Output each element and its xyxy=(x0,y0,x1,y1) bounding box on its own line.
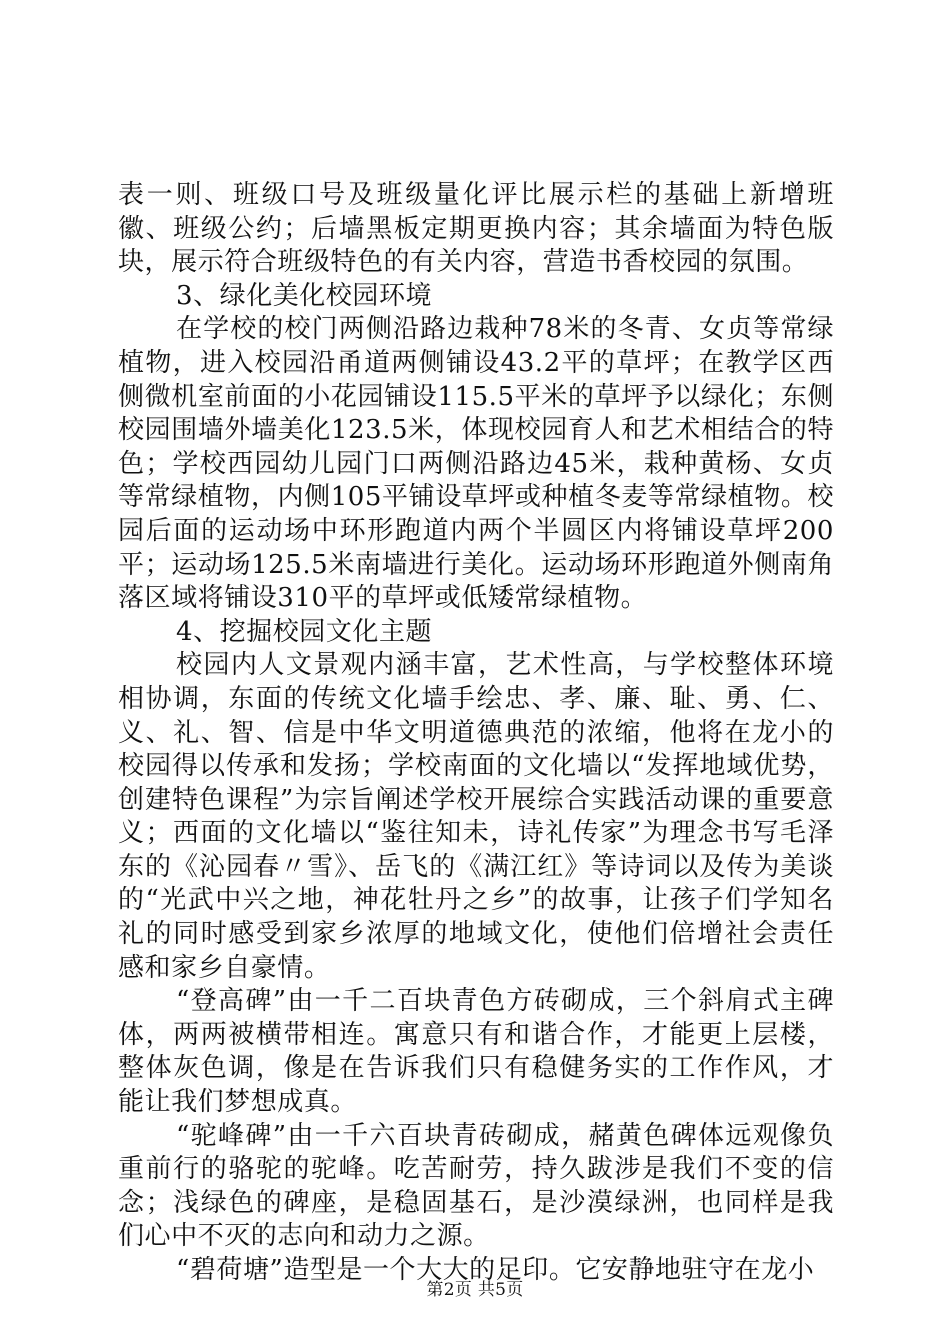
section-heading-greening: 3、绿化美化校园环境 xyxy=(176,280,433,311)
paragraph-tuofeng-monument: “驼峰碑”由一千六百块青砖砌成，赭黄色碑体远观像负重前行的骆驼的驼峰。吃苦耐劳，持久跋涉是我们不变的信念；浅绿色的碑座，是稳固基石，是沙漠绿洲，也同样是我们心中不灭的志向和动力之源。 xyxy=(118,1120,834,1252)
paragraph-classroom-walls: 表一则、班级口号及班级量化评比展示栏的基础上新增班徽、班级公约；后墙黑板定期更换内容；其余墙面为特色版块，展示符合班级特色的有关内容，营造书香校园的氛围。 xyxy=(118,180,834,278)
page-number-footer: 第2页 共5页 xyxy=(426,1280,524,1300)
section-heading-culture: 4、挖掘校园文化主题 xyxy=(176,616,433,647)
paragraph-culture-walls: 校园内人文景观内涵丰富，艺术性高，与学校整体环境相协调，东面的传统文化墙手绘忠、孝、廉、耻、勇、仁、义、礼、智、信是中华文明道德典范的浓缩，他将在龙小的校园得以传承和发扬；学校南面的文化墙以“发挥地域优势，创建特色课程”为宗旨阐述学校开展综合实践活动课的重要意义；西面的文化墙以“鉴往知未，诗礼传家”为理念书写毛泽东的《沁园春〃雪》、岳飞的《满江红》等诗词以及传为美谈的“光武中兴之地，神花牡丹之乡”的故事，让孩子们学知名礼的同时感受到家乡浓厚的地域文化，使他们倍增社会责任感和家乡自豪情。 xyxy=(118,650,834,983)
paragraph-greening: 在学校的校门两侧沿路边栽种78米的冬青、女贞等常绿植物，进入校园沿甬道两侧铺设43.2平的草坪；在教学区西侧微机室前面的小花园铺设115.5平米的草坪予以绿化；东侧校园围墙外墙美化123.5米，体现校园育人和艺术相结合的特色；学校西园幼儿园门口两侧沿路边45米，栽种黄杨、女贞等常绿植物，内侧105平铺设草坪或种植冬麦等常绿植物。校园后面的运动场中环形跑道内两个半圆区内将铺设草坪200平；运动场125.5米南墙进行美化。运动场环形跑道外侧南角落区域将铺设310平的草坪或低矮常绿植物。 xyxy=(118,314,834,614)
paragraph-denggao-monument: “登高碑”由一千二百块青色方砖砌成，三个斜肩式主碑体，两两被横带相连。寓意只有和谐合作，才能更上层楼，整体灰色调，像是在告诉我们只有稳健务实的工作作风，才能让我们梦想成真。 xyxy=(118,986,834,1118)
paragraph-bihe-pond: “碧荷塘”造型是一个大大的足印。它安静地驻守在龙小 xyxy=(176,1255,815,1285)
document-body xyxy=(118,179,834,1288)
